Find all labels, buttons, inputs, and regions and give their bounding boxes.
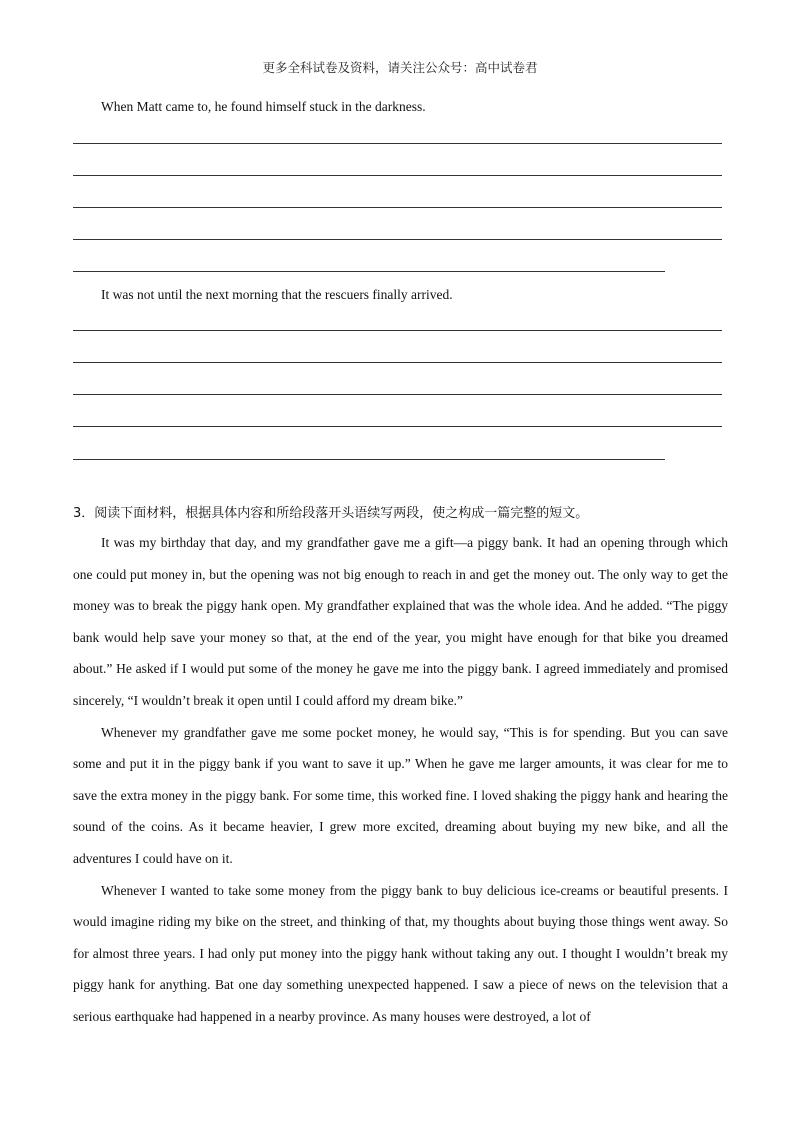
- reading-passage: [73, 527, 728, 1033]
- answer-line: [73, 394, 722, 395]
- answer-line: [73, 143, 722, 144]
- answer-line: [73, 330, 722, 331]
- passage-paragraph: Whenever I wanted to take some money from the piggy bank to buy delicious ice-creams or beautiful presents. I would imagine riding my bike on the street, and thinking of that, my thoughts about buying those things went away. So for almost three years. I had only put money into the piggy hank without taking any out. I thought I wouldn’t break my piggy hank for anything. Bat one day something unexpected happened. I saw a piece of news on the television that a serious earthquake had happened in a nearby province. As many houses were destroyed, a lot of: [73, 882, 728, 1024]
- answer-line: [73, 239, 722, 240]
- continuation-prompt-1: When Matt came to, he found himself stuck in the darkness.: [101, 99, 426, 114]
- answer-line: [73, 426, 722, 427]
- passage-paragraph: It was my birthday that day, and my grandfather gave me a gift—a piggy bank. It had an opening through which one could put money in, but the opening was not big enough to reach in and get the money out. The only way to get the money was to break the piggy hank open. My grandfather explained that was the whole idea. And he added. “The piggy bank would help save your money so that, at the end of the year, you might have enough for that bike you dreamed about.” He asked if I would put some of the money he gave me into the piggy bank. I agreed immediately and promised sincerely, “I wouldn’t break it open until I could afford my dream bike.”: [73, 535, 728, 708]
- page-header: 更多全科试卷及资料，请关注公众号：高中试卷君: [262, 60, 538, 75]
- answer-line: [73, 271, 665, 272]
- answer-line: [73, 175, 722, 176]
- passage-paragraph: Whenever my grandfather gave me some pocket money, he would say, “This is for spending. But you can save some and put it in the piggy bank if you want to save it up.” When he gave me larger amounts, it was clear for me to save the extra money in the piggy bank. For some time, this worked fine. I loved shaking the piggy hank and hearing the sound of the coins. As it became heavier, I grew more excited, dreaming about buying my new bike, and all the adventures I could have on it.: [73, 724, 728, 866]
- answer-line: [73, 207, 722, 208]
- question-3-title: 3．阅读下面材料，根据具体内容和所给段落开头语续写两段，使之构成一篇完整的短文。: [73, 506, 589, 521]
- continuation-prompt-2: It was not until the next morning that the rescuers finally arrived.: [101, 287, 453, 302]
- answer-line: [73, 459, 665, 460]
- answer-line: [73, 362, 722, 363]
